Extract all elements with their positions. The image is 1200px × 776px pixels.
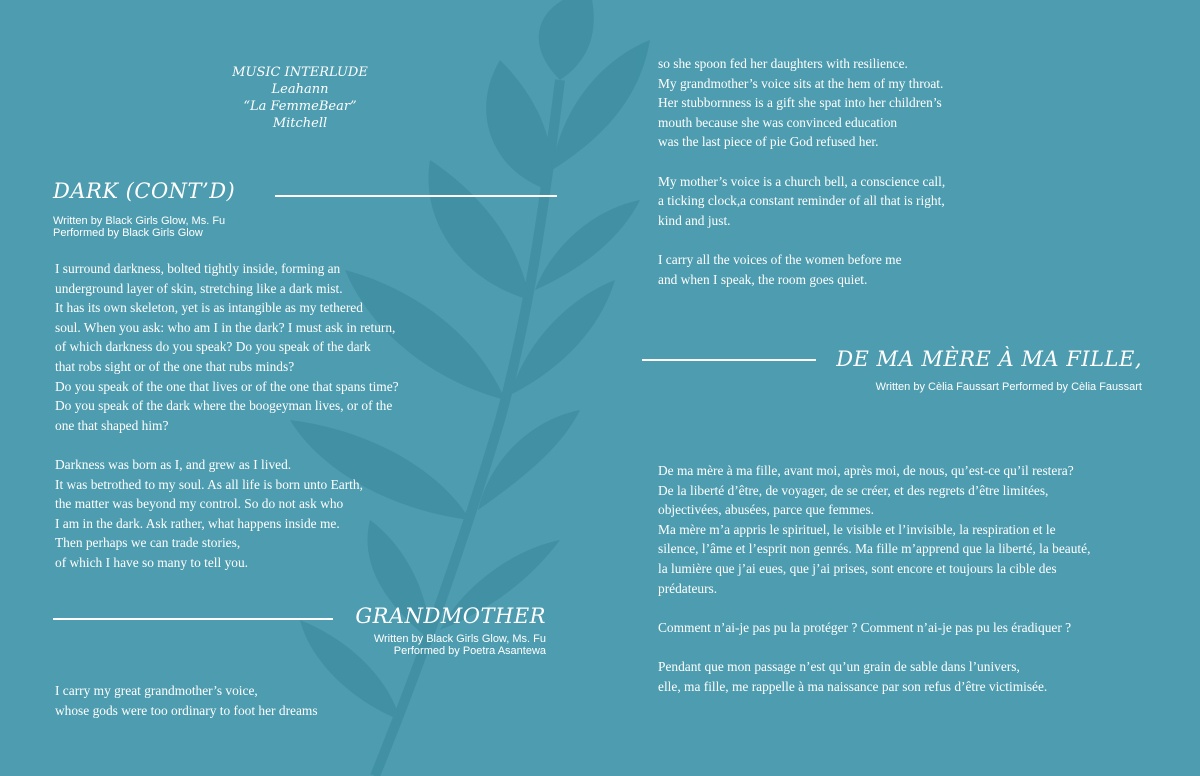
- poem-line: Ma mère m’a appris le spirituel, le visible et l’invisible, la respiration et le: [658, 521, 1056, 537]
- poem-line: I carry all the voices of the women before me: [658, 251, 902, 267]
- interlude-line: MUSIC INTERLUDE: [232, 65, 368, 80]
- poem-line: soul. When you ask: who am I in the dark? I must ask in return,: [55, 319, 396, 335]
- poem-line: De ma mère à ma fille, avant moi, après moi, de nous, qu’est-ce qu’il restera?: [658, 463, 1074, 478]
- poem-line: Do you speak of the one that lives or of the one that spans time?: [55, 378, 399, 394]
- poem-line: De la liberté d’être, de voyager, de se créer, et des regrets d’être limitées,: [658, 482, 1049, 498]
- music-interlude: [170, 64, 430, 132]
- poem-line: of which I have so many to tell you.: [55, 554, 249, 570]
- credit-line: Performed by Black Girls Glow: [53, 227, 203, 239]
- poem-line: My mother’s voice is a church bell, a conscience call,: [658, 173, 946, 189]
- poem-line: [658, 230, 945, 250]
- poem-line: one that shaped him?: [55, 417, 169, 433]
- poem-line: I am in the dark. Ask rather, what happens inside me.: [55, 515, 340, 531]
- mere-poem: [658, 461, 1090, 696]
- mere-title: DE MA MÈRE À MA FILLE,: [836, 347, 1142, 371]
- poem-line: a ticking clock,a constant reminder of all that is right,: [658, 193, 945, 209]
- grandmother-title-rule: [53, 618, 333, 620]
- poem-line: was the last piece of pie God refused her.: [658, 134, 879, 150]
- grandmother-poem: [55, 681, 318, 720]
- grandmother-poem-continued: [658, 54, 945, 289]
- mere-credits: [800, 381, 1142, 393]
- poem-line: of which darkness do you speak? Do you speak of the dark: [55, 339, 371, 355]
- poem-line: Pendant que mon passage n’est qu’un grain de sable dans l’univers,: [658, 658, 1020, 674]
- dark-title-rule: [275, 195, 557, 197]
- poem-line: mouth because she was convinced education: [658, 114, 898, 130]
- poem-line: Comment n’ai-je pas pu la protéger ? Comment n’ai-je pas pu les éradiquer ?: [658, 619, 1072, 635]
- dark-poem: [55, 259, 399, 573]
- dark-title: DARK (CONT’D): [53, 179, 236, 203]
- interlude-line: “La FemmeBear”: [243, 99, 357, 114]
- poem-line: and when I speak, the room goes quiet.: [658, 271, 868, 287]
- poem-line: Her stubbornness is a gift she spat into her children’s: [658, 95, 942, 111]
- poem-line: objectivées, abusées, parce que femmes.: [658, 502, 875, 518]
- credit-line: Written by Black Girls Glow, Ms. Fu: [373, 633, 546, 645]
- poem-line: My grandmother’s voice sits at the hem of my throat.: [658, 75, 944, 91]
- poem-line: [658, 152, 945, 172]
- poem-line: underground layer of skin, stretching like a dark mist.: [55, 280, 343, 296]
- credit-line: Written by Black Girls Glow, Ms. Fu: [53, 215, 226, 227]
- credit-line: Written by Cèlia Faussart Performed by Cèlia Faussart: [875, 381, 1142, 393]
- grandmother-title: GRANDMOTHER: [355, 604, 546, 628]
- poem-line: It has its own skeleton, yet is as intangible as my tethered: [55, 300, 363, 316]
- poem-line: I surround darkness, bolted tightly inside, forming an: [55, 261, 341, 276]
- poem-line: elle, ma fille, me rappelle à ma naissance par son refus d’être victimisée.: [658, 678, 1048, 694]
- poem-line: Do you speak of the dark where the boogeyman lives, or of the: [55, 398, 393, 414]
- poem-line: kind and just.: [658, 212, 731, 228]
- poem-line: Then perhaps we can trade stories,: [55, 535, 241, 551]
- poem-line: Darkness was born as I, and grew as I lived.: [55, 456, 292, 472]
- poem-line: I carry my great grandmother’s voice,: [55, 683, 258, 698]
- poem-line: [658, 637, 1090, 657]
- poem-line: so she spoon fed her daughters with resilience.: [658, 56, 908, 71]
- grandmother-credits: [300, 633, 546, 657]
- poem-line: prédateurs.: [658, 580, 718, 596]
- poem-line: [658, 598, 1090, 618]
- poem-line: It was betrothed to my soul. As all life is born unto Earth,: [55, 476, 363, 492]
- poem-line: that robs sight or of the one that rubs minds?: [55, 358, 295, 374]
- mere-title-rule: [642, 359, 816, 361]
- poem-line: la lumière que j’ai eues, que j’ai prises, sont encore et toujours la cible des: [658, 560, 1057, 576]
- poem-line: the matter was beyond my control. So do not ask who: [55, 496, 344, 512]
- credit-line: Performed by Poetra Asantewa: [393, 645, 546, 657]
- interlude-line: Mitchell: [272, 116, 328, 131]
- poem-line: [55, 435, 399, 455]
- dark-credits: [53, 215, 225, 239]
- poem-line: whose gods were too ordinary to foot her dreams: [55, 702, 318, 718]
- interlude-line: Leahann: [271, 82, 329, 97]
- poem-line: silence, l’âme et l’esprit non genrés. Ma fille m’apprend que la liberté, la beauté,: [658, 541, 1091, 557]
